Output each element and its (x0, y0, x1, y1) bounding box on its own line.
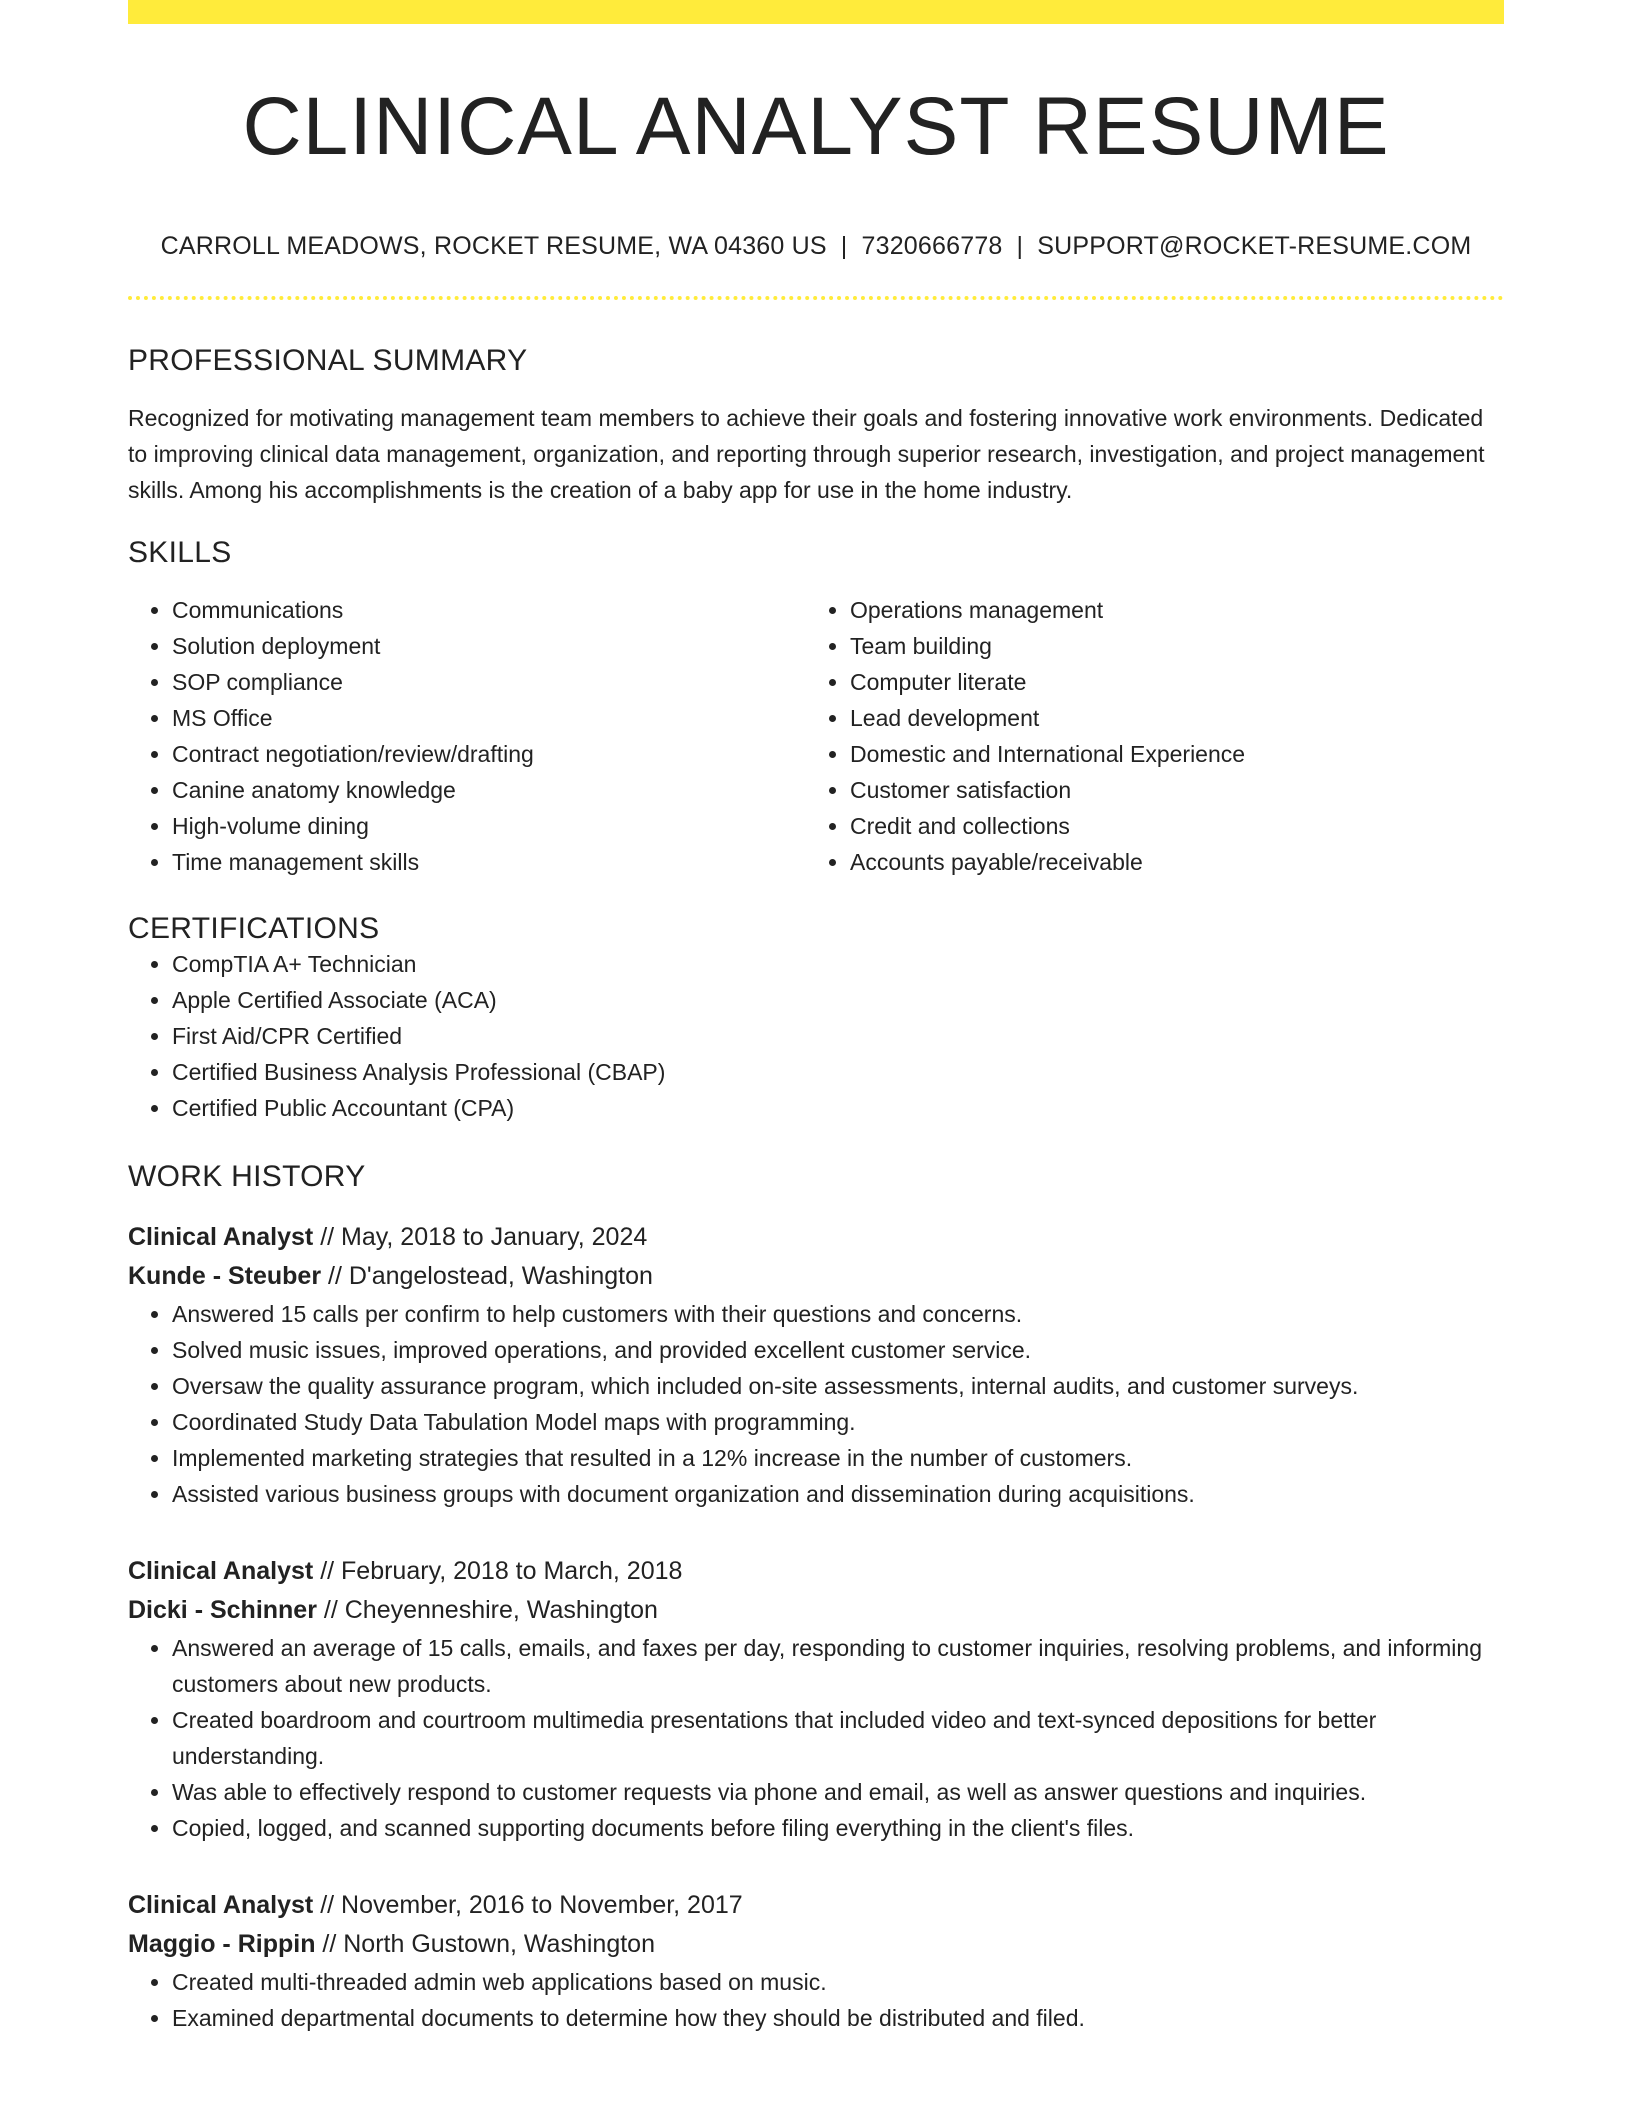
skill-item: • Solution deployment (172, 628, 806, 664)
job-title: Clinical Analyst (128, 1557, 314, 1586)
skill-item: • Contract negotiation/review/drafting (172, 736, 806, 772)
job-bullet: • Oversaw the quality assurance program, which included on-site assessments, internal audits, and customer surveys. (172, 1368, 1504, 1404)
contact-email: SUPPORT@ROCKET-RESUME.COM (1037, 232, 1472, 261)
top-accent-bar (128, 0, 1504, 24)
job-bullet: • Examined departmental documents to determine how they should be distributed and filed. (172, 2000, 1504, 2036)
skill-item: • SOP compliance (172, 664, 806, 700)
certification-item: • Apple Certified Associate (ACA) (172, 982, 1504, 1018)
job-dates: // November, 2016 to November, 2017 (313, 1891, 743, 1920)
certifications-heading: CERTIFICATIONS (128, 912, 380, 946)
skills-column-left (128, 592, 806, 880)
job-bullets (128, 1296, 1504, 1512)
certification-item: • Certified Public Accountant (CPA) (172, 1090, 1504, 1126)
certifications-list (128, 946, 1504, 1126)
job-company: Maggio - Rippin (128, 1930, 316, 1959)
certification-item: • CompTIA A+ Technician (172, 946, 1504, 982)
job-title-line (128, 1886, 1504, 1925)
job-bullet: • Solved music issues, improved operations, and provided excellent customer service. (172, 1332, 1504, 1368)
job-bullet: • Assisted various business groups with document organization and dissemination during acquisitions. (172, 1476, 1504, 1512)
job-bullet: • Created boardroom and courtroom multimedia presentations that included video and text-synced depositions for better understanding. (172, 1702, 1504, 1774)
contact-separator: | (1016, 232, 1024, 261)
skill-item: • Domestic and International Experience (850, 736, 1484, 772)
page-title: CLINICAL ANALYST RESUME (242, 81, 1390, 172)
summary-text: Recognized for motivating management team members to achieve their goals and fostering innovative work environments. Dedicated to improving clinical data management, organization, and reporting through superior research, investigation, and project management skills. Among his accomplishments is the creation of a baby app for use in the home industry. (128, 405, 1485, 504)
skill-item: • MS Office (172, 700, 806, 736)
job-dates: // February, 2018 to March, 2018 (313, 1557, 683, 1586)
dotted-divider (128, 296, 1504, 300)
skill-item: • Customer satisfaction (850, 772, 1484, 808)
skills-column-right (806, 592, 1484, 880)
skills-list-left (128, 592, 806, 880)
job-company-line (128, 1257, 1504, 1296)
job-bullet: • Copied, logged, and scanned supporting documents before filing everything in the client's files. (172, 1810, 1504, 1846)
job-title: Clinical Analyst (128, 1223, 314, 1252)
skill-item: • Credit and collections (850, 808, 1484, 844)
job-entry (128, 1886, 1504, 2036)
job-bullet: • Implemented marketing strategies that resulted in a 12% increase in the number of customers. (172, 1440, 1504, 1476)
work-history-heading: WORK HISTORY (128, 1160, 366, 1194)
job-company-line (128, 1925, 1504, 1964)
contact-address: CARROLL MEADOWS, ROCKET RESUME, WA 04360 US (160, 232, 827, 261)
job-bullet: • Was able to effectively respond to customer requests via phone and email, as well as answer questions and inquiries. (172, 1774, 1504, 1810)
skill-item: • Lead development (850, 700, 1484, 736)
job-dates: // May, 2018 to January, 2024 (313, 1223, 648, 1252)
skill-item: • Canine anatomy knowledge (172, 772, 806, 808)
job-company: Dicki - Schinner (128, 1596, 317, 1625)
job-company-line (128, 1591, 1504, 1630)
job-title-line (128, 1218, 1504, 1257)
contact-line (128, 232, 1504, 261)
job-location: // Cheyenneshire, Washington (316, 1596, 658, 1625)
skill-item: • Team building (850, 628, 1484, 664)
skill-item: • Operations management (850, 592, 1484, 628)
skills-grid (128, 592, 1504, 880)
certification-item: • First Aid/CPR Certified (172, 1018, 1504, 1054)
job-bullets (128, 1964, 1504, 2036)
job-company: Kunde - Steuber (128, 1262, 322, 1291)
job-entry (128, 1218, 1504, 1512)
skills-list-right (806, 592, 1484, 880)
skill-item: • Accounts payable/receivable (850, 844, 1484, 880)
contact-phone: 7320666778 (861, 232, 1003, 261)
job-bullets (128, 1630, 1504, 1846)
skill-item: • Communications (172, 592, 806, 628)
skills-heading: SKILLS (128, 536, 232, 570)
job-bullet: • Created multi-threaded admin web applications based on music. (172, 1964, 1504, 2000)
skill-item: • High-volume dining (172, 808, 806, 844)
job-location: // D'angelostead, Washington (321, 1262, 653, 1291)
job-bullet: • Answered an average of 15 calls, emails, and faxes per day, responding to customer inquiries, resolving problems, and informing customers about new products. (172, 1630, 1504, 1702)
skill-item: • Computer literate (850, 664, 1484, 700)
job-entry (128, 1552, 1504, 1846)
certification-item: • Certified Business Analysis Professional (CBAP) (172, 1054, 1504, 1090)
job-bullet: • Answered 15 calls per confirm to help customers with their questions and concerns. (172, 1296, 1504, 1332)
resume-page (128, 0, 1504, 2036)
job-bullet: • Coordinated Study Data Tabulation Model maps with programming. (172, 1404, 1504, 1440)
summary-heading: PROFESSIONAL SUMMARY (128, 344, 528, 378)
job-title-line (128, 1552, 1504, 1591)
contact-separator: | (840, 232, 848, 261)
skill-item: • Time management skills (172, 844, 806, 880)
job-title: Clinical Analyst (128, 1891, 314, 1920)
job-location: // North Gustown, Washington (315, 1930, 655, 1959)
